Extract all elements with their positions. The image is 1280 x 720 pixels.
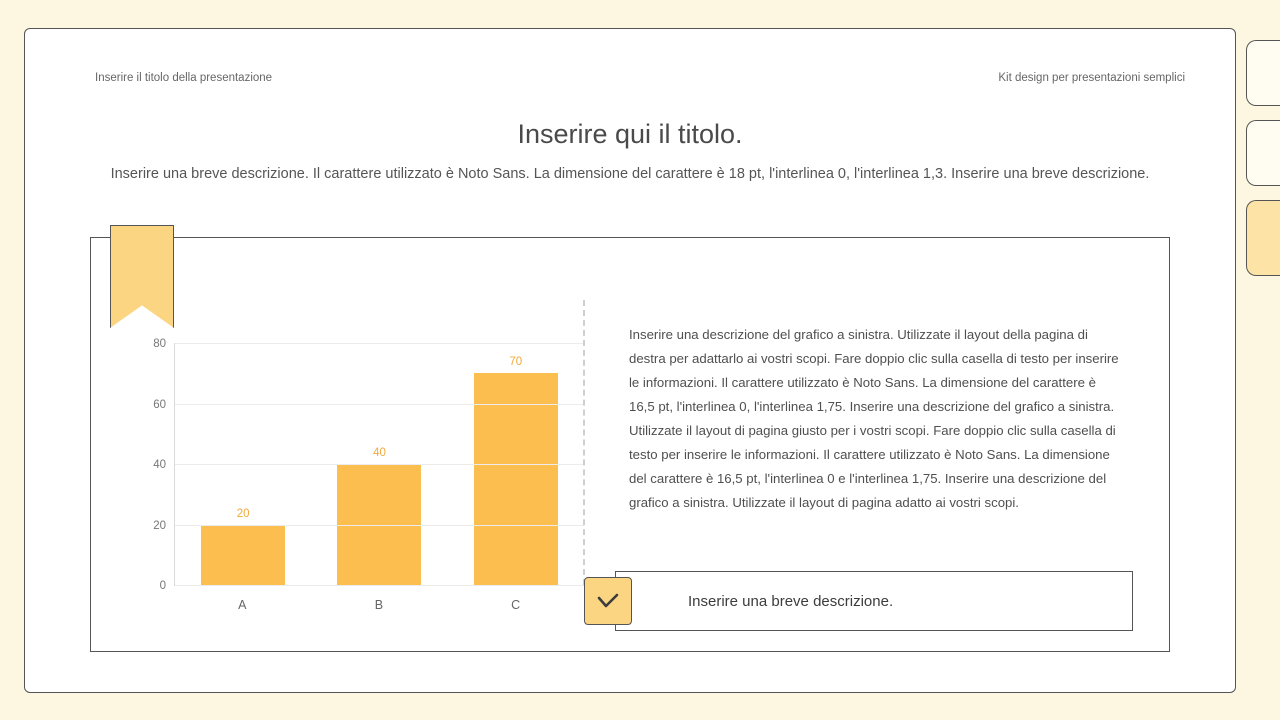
bar-chart: [126, 338, 596, 618]
chart-bar-value-label: 40: [373, 447, 386, 459]
chart-y-tick-label: 60: [153, 398, 166, 411]
chart-gridline: [153, 398, 584, 411]
vertical-divider: [583, 300, 585, 585]
callout-box: [615, 571, 1133, 631]
chart-y-tick-label: 40: [153, 459, 166, 471]
chart-plot-area: [153, 338, 584, 592]
chart-x-tick-label: A: [238, 598, 247, 612]
design-kit-text: Kit design per presentazioni semplici: [998, 72, 1185, 84]
chart-description: Inserire una descrizione del grafico a sinistra. Utilizzate il layout della pagina di destra per adattarlo ai vostri scopi. Fare doppio clic sulla casella di testo per inserire le informazioni. Il carattere utilizzato è Noto Sans. La dimensione del carattere è 16,5 pt, l'interlinea 0, l'interlinea 1,75. Inserire una descrizione del grafico a sinistra. Utilizzate il layout di pagina giusto per i vostri scopi. Fare doppio clic sulla casella di testo per inserire le informazioni. Il carattere utilizzato è Noto Sans. La dimensione del carattere è 16,5 pt, l'interlinea 0 e l'interlinea 1,75. Inserire una descrizione del grafico a sinistra. Utilizzate il layout di pagina adatto ai vostri scopi.: [629, 327, 1119, 511]
chart-x-tick-label: B: [374, 598, 384, 612]
chart-y-tick-label: 80: [153, 338, 166, 350]
content-panel: [90, 237, 1170, 652]
chart-bar-value-label: 70: [509, 356, 523, 369]
chart-gridline: [153, 459, 584, 471]
chart-y-tick-label: 0: [159, 580, 166, 592]
decorative-tab-1: [1246, 40, 1280, 106]
chart-bar: [474, 373, 558, 585]
slide-card: [24, 28, 1236, 693]
check-icon: [584, 577, 632, 625]
chart-bar: [201, 525, 285, 586]
chart-gridline: [159, 580, 584, 592]
callout-label: Inserire una breve descrizione.: [688, 592, 894, 610]
page-title: Inserire qui il titolo.: [517, 119, 743, 149]
chart-bar-value-label: 20: [236, 507, 250, 520]
chart-y-tick-label: 20: [153, 519, 166, 532]
chart-x-tick-label: C: [511, 598, 521, 612]
chart-gridline: [153, 519, 584, 532]
slide-header: [95, 72, 1185, 84]
chart-x-axis-labels: [174, 598, 584, 612]
decorative-tab-3: [1246, 200, 1280, 276]
decorative-tab-2: [1246, 120, 1280, 186]
chart-gridline: [153, 338, 584, 350]
presentation-title-text: Inserire il titolo della presentazione: [95, 72, 273, 84]
page-subtitle: Inserire una breve descrizione. Il carattere utilizzato è Noto Sans. La dimensione del carattere è 18 pt, l'interlinea 0, l'interlinea 1,3. Inserire una breve descrizione.: [110, 166, 1150, 182]
